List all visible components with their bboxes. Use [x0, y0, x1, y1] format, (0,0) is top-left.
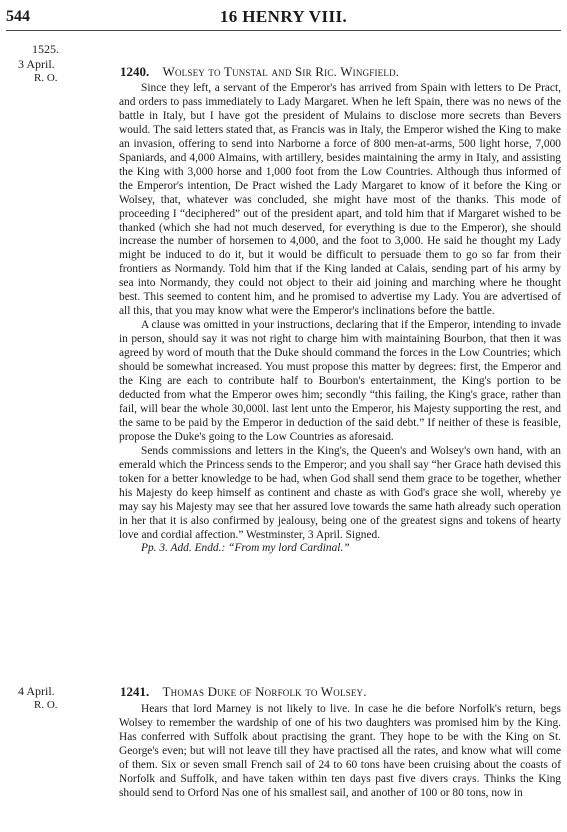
entry-margin-note [8, 42, 108, 85]
body-paragraph: Since they left, a servant of the Emperor's has arrived from Spain with letters to De Pract, and orders to pass immediately to Lady Margaret. When he left Spain, there was no news of the battle in Italy, but I have got the president of Mulains to disclose more secrets than Bevers would. The said letters stated that, as Francis was in Italy, the Emperor wished the King to make an invasion, offering to send into Narborne a force of 800 men-at-arms, 500 light horse, 7,000 Spaniards, and 4,000 Almains, with artillery, besides maintaining the army in Italy, and assisting the King with 3,000 horse and 1,000 foot from the Low Countries. Although thus informed of the Emperor's intention, De Pract wished the Lady Margaret to know of it before the King or Wolsey, that, whatever was concluded, she might have most of the thanks. This mode of proceeding I “deciphered” out of the president apart, and told him that if Margaret wished to be thanked (which she had not much deserved, for everything is due to the Emperor), she should increase the number of horsemen to 4,000, and the foot to 3,000. He said he thought my Lady might be induced to do it, but it would be difficult to persuade them to go so far from their frontiers as Normandy. Told him that if the King landed at Calais, sending part of his army by sea into Normandy, they could not object to their aid joining and marching where he thought best. This seemed to content him, and he promised to advertise my Lady. You are advertised of all this, that you may know what were the Emperor's inclinations before the battle. [119, 82, 561, 318]
body-paragraph: Sends commissions and letters in the King's, the Queen's and Wolsey's own hand, with an emerald which the Princess sends to the Emperor; and you shall say “her Grace hath devised this token for a better knowledge to be had, when God shall send them grace to be together, whether his Majesty do keep himself as continent and chaste as with God's grace she woll, whereby ye may say his Majesty may see that her assured love towards the same hath already such operation in her that it is also confirmed by jealousy, being one of the greatest signs and tokens of hearty love and cordial affection.” Westminster, 3 April. Signed. [119, 444, 561, 541]
header-rule [6, 30, 561, 31]
margin-source: R. O. [34, 699, 58, 711]
entry-number: 1241. [120, 684, 150, 699]
entry-number: 1240. [120, 64, 150, 79]
entry-body [119, 703, 561, 801]
entry-title: Thomas Duke of Norfolk to Wolsey. [162, 684, 367, 699]
endorsement-line: Pp. 3. Add. Endd.: “From my lord Cardinal.” [141, 542, 350, 555]
page-number: 544 [6, 8, 30, 25]
margin-source: R. O. [34, 72, 58, 84]
margin-date: 4 April. [18, 684, 55, 698]
entry-margin-note [8, 684, 108, 712]
body-paragraph: A clause was omitted in your instructions, declaring that if the Emperor, intending to invade in person, should say it was not right to charge him with maintaining Bourbon, that then it was agreed by word of mouth that the Duke should command the forces in the Low Countries; which should be somewhat increased. You must propose this matter by degrees: first, the Emperor and the King are each to contribute half to Bourbon's entertainment, the King's portion to be deducted from what the Emperor owes him; secondly “this failing, the King's grace, rather than fail, will bear the whole 30,000l. last lent unto the Emperor, his Majesty supporting the rest, and the same to be paid by the Emperor in deduction of the said debt.” If neither of these is feasible, propose the Duke's going to the Low Countries as aforesaid. [119, 319, 561, 443]
entry-title: Wolsey to Tunstal and Sir Ric. Wingfield. [162, 64, 400, 79]
margin-date: 3 April. [18, 57, 55, 71]
entry-heading [120, 64, 555, 79]
body-paragraph: Hears that lord Marney is not likely to live. In case he die before Norfolk's return, begs Wolsey to remember the wardship of one of his two daughters was promised him by the King. Has conferred with Suffolk about practising the grant. They hope to be with the King on St. George's even; but will not leave till they have practised all the rates, and know what will come of them. Six or seven small French sail of 24 to 60 tons have been cruising about the coasts of Norfolk and Suffolk, and have taken within ten days past five divers crays. Thinks the King should send to Orford Nas one of his smallest sail, and another of 100 or 80 tons, now in [119, 703, 561, 799]
entry-body [119, 82, 561, 556]
page-header [6, 6, 561, 28]
margin-year: 1525. [32, 42, 59, 56]
running-title: 16 HENRY VIII. [219, 7, 348, 26]
entry-heading [120, 684, 555, 699]
